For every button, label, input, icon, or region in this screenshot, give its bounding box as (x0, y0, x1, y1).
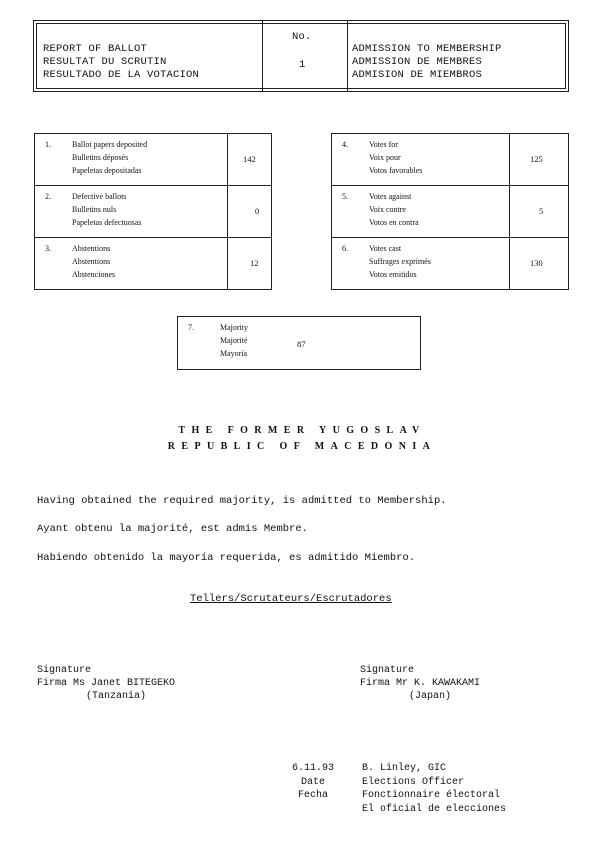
ballot-header-box (33, 20, 569, 92)
label-en: Abstentions (72, 244, 111, 253)
result-row-votes-for (332, 134, 568, 185)
result-labels (72, 138, 147, 177)
majority-number: 7. (188, 323, 194, 332)
label-es: Papeletas defectuosas (72, 218, 142, 227)
result-labels (369, 138, 422, 177)
teller-right-country: (Japan) (409, 691, 452, 702)
country-name-line1: THE FORMER YUGOSLAV (178, 425, 426, 436)
header-subject-fr: ADMISSION DE MEMBRES (352, 56, 483, 68)
officer-block (362, 762, 506, 816)
header-title-block (43, 43, 199, 82)
result-row-votes-cast (332, 238, 568, 289)
results-box-left (34, 133, 272, 290)
statement-es: Habiendo obtenido la mayoría requerida, es admitido Miembro. (37, 552, 416, 564)
result-number: 5. (342, 192, 348, 201)
result-number: 6. (342, 244, 348, 253)
header-title-fr: RESULTAT DU SCRUTIN (43, 56, 167, 68)
label-fr: Abstentions (72, 257, 111, 266)
result-value: 125 (530, 154, 543, 164)
majority-box (177, 316, 421, 370)
header-title-es: RESULTADO DE LA VOTACION (43, 69, 200, 81)
majority-value: 87 (297, 339, 306, 349)
result-labels (72, 190, 142, 229)
date-value: 6.11.93 (291, 763, 334, 774)
label-es: Votos en contra (369, 218, 419, 227)
teller-left-block (37, 664, 175, 703)
country-name-line2: REPUBLIC OF MACEDONIA (167, 441, 437, 452)
label-en: Majority (220, 323, 248, 332)
result-number: 4. (342, 140, 348, 149)
header-subject-es: ADMISION DE MIEMBROS (352, 69, 483, 81)
header-title-en: REPORT OF BALLOT (43, 43, 148, 55)
header-no-label: No. (292, 31, 312, 43)
label-fr: Majorité (220, 336, 248, 345)
result-labels (369, 190, 419, 229)
officer-title-fr: Fonctionnaire électoral (362, 790, 501, 801)
officer-title-en: Elections Officer (362, 776, 465, 788)
label-es: Papeletas depositadas (72, 166, 142, 175)
result-row-defective-ballots (35, 186, 271, 237)
statement-en: Having obtained the required majority, is admitted to Membership. (37, 495, 447, 507)
firma-label: Firma (37, 678, 68, 689)
result-row-votes-against (332, 186, 568, 237)
label-fr: Bulletins nuls (72, 205, 117, 214)
result-value: 12 (250, 258, 259, 268)
label-en: Votes against (369, 192, 412, 201)
teller-right-block (360, 664, 480, 703)
teller-left-country: (Tanzania) (86, 691, 147, 702)
firma-label: Firma (360, 678, 391, 689)
officer-title-es: El oficial de elecciones (362, 803, 507, 815)
header-subject-block (352, 43, 502, 82)
label-es: Abstenciones (72, 270, 116, 279)
result-labels (72, 242, 115, 281)
results-box-right (331, 133, 569, 290)
majority-labels (220, 321, 248, 360)
label-en: Ballot papers deposited (72, 140, 148, 149)
result-value: 0 (255, 206, 260, 216)
teller-right-name: Mr K. KAWAKAMI (396, 678, 481, 689)
label-es: Votos favorables (369, 166, 423, 175)
label-es: Votos emitidos (369, 270, 417, 279)
result-row-abstentions (35, 238, 271, 289)
tellers-heading: Tellers/Scrutateurs/Escrutadores (190, 593, 392, 605)
header-no-value: 1 (299, 59, 306, 71)
header-divider-left (262, 21, 263, 91)
label-en: Votes cast (369, 244, 402, 253)
header-subject-en: ADMISSION TO MEMBERSHIP (352, 43, 502, 55)
result-number: 1. (45, 140, 51, 149)
label-fr: Voix pour (369, 153, 401, 162)
label-fr: Bulletins déposés (72, 153, 129, 162)
date-block (281, 762, 345, 803)
teller-left-name: Ms Janet BITEGEKO (73, 678, 176, 689)
result-value: 5 (539, 206, 544, 216)
label-es: Mayoría (220, 349, 248, 358)
label-en: Votes for (369, 140, 398, 149)
signature-label: Signature (37, 665, 92, 676)
label-fr: Suffrages exprimés (369, 257, 431, 266)
result-number: 2. (45, 192, 51, 201)
label-fr: Voix contre (369, 205, 406, 214)
teller-right-name-line (360, 677, 480, 690)
result-row-ballots-deposited (35, 134, 271, 185)
result-value: 142 (243, 154, 256, 164)
signature-label: Signature (360, 665, 415, 676)
result-number: 3. (45, 244, 51, 253)
result-labels (369, 242, 431, 281)
result-value: 130 (530, 258, 543, 268)
officer-name: B. Linley, GIC (362, 763, 447, 774)
date-label: Date (300, 776, 325, 788)
label-en: Defective ballots (72, 192, 127, 201)
teller-left-name-line (37, 677, 175, 690)
fecha-label: Fecha (297, 790, 328, 801)
header-divider-right (347, 21, 348, 91)
statement-fr: Ayant obtenu la majorité, est admis Membre. (37, 523, 308, 535)
